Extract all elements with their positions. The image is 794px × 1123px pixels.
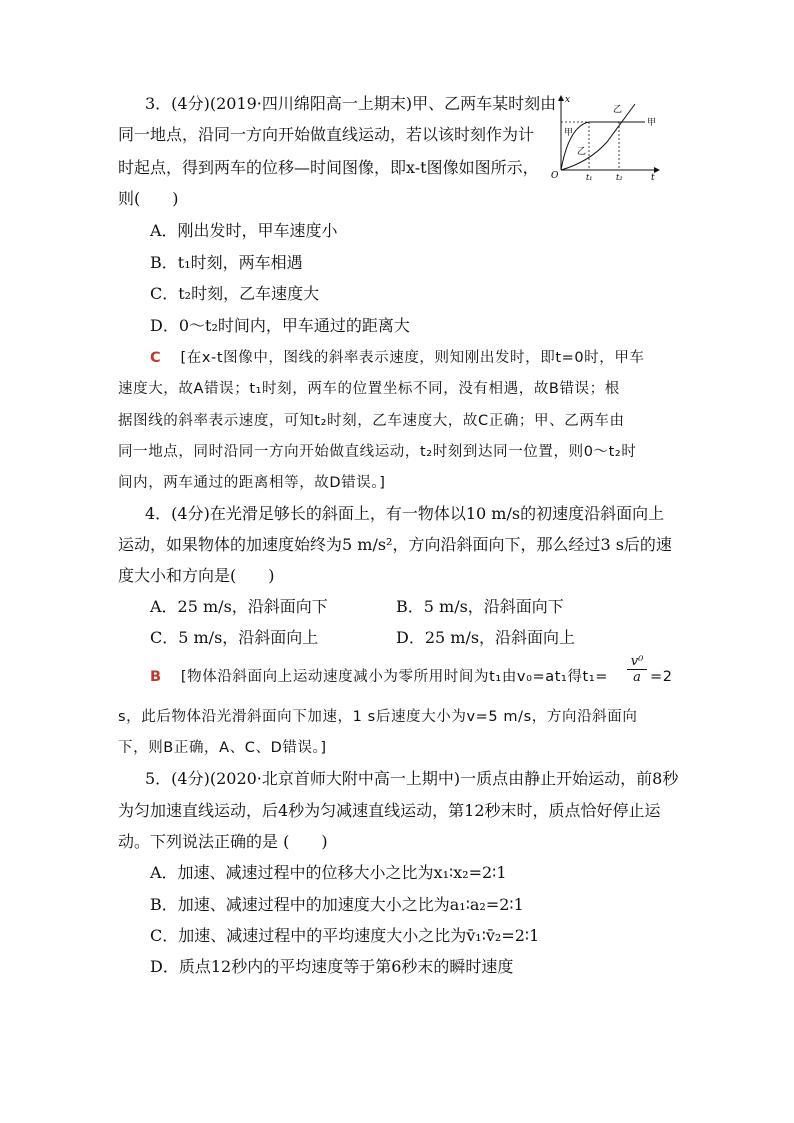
q3-explanation-2: 速度大，故A错误；t₁时刻，两车的位置坐标不同，没有相遇，故B错误；根 xyxy=(118,381,620,397)
curve-jia-label: 甲 xyxy=(647,118,657,128)
q3-explanation-3: 据图线的斜率表示速度，可知t₂时刻，乙车速度大，故C正确；甲、乙两车由 xyxy=(118,413,625,429)
origin-label: O xyxy=(551,171,559,181)
q3-line-4: 则( ) xyxy=(118,189,179,208)
q3-option-c: C．t₂时刻，乙车速度大 xyxy=(150,284,320,303)
q4-fraction xyxy=(627,654,647,685)
y-axis-label: x xyxy=(565,95,571,105)
curve-yi-left-label: 乙 xyxy=(577,147,587,157)
q3-explanation-4: 同一地点，同时沿同一方向开始做直线运动，t₂时刻到达同一位置，则0～t₂时 xyxy=(118,444,637,460)
q3-option-a: A．刚出发时，甲车速度小 xyxy=(150,221,338,240)
q5-line-2: 为匀加速直线运动，后4秒为匀减速直线运动，第12秒末时，质点恰好停止运 xyxy=(118,801,661,820)
q4-answer-letter: B xyxy=(150,669,162,685)
q4-option-b: B．5 m/s，沿斜面向下 xyxy=(396,597,564,616)
q4-explanation-2: s，此后物体沿光滑斜面向下加速，1 s后速度大小为v=5 m/s，方向沿斜面向 xyxy=(118,709,638,725)
q5-option-c: C．加速、减速过程中的平均速度大小之比为v̄₁∶v̄₂=2∶1 xyxy=(150,926,540,945)
q5-option-d: D．质点12秒内的平均速度等于第6秒末的瞬时速度 xyxy=(150,957,514,976)
q4-option-d: D．25 m/s，沿斜面向上 xyxy=(396,628,576,647)
q3-option-d: D．0～t₂时间内，甲车通过的距离大 xyxy=(150,316,410,335)
q3-answer-letter: C xyxy=(150,350,162,366)
fraction-result: =2 xyxy=(650,669,673,685)
q4-line-1: 4．(4分)在光滑足够长的斜面上，有一物体以10 m/s的初速度沿斜面向上 xyxy=(145,504,665,523)
q3-line-3: 时起点，得到两车的位移—时间图像，即x-t图像如图所示， xyxy=(118,158,539,177)
q5-line-1: 5．(4分)(2020·北京首师大附中高一上期中)一质点由静止开始运动，前8秒 xyxy=(145,769,679,788)
fraction-numerator: v⁰ xyxy=(627,654,647,670)
q5-option-b: B．加速、减速过程中的加速度大小之比为a₁∶a₂=2∶1 xyxy=(150,895,524,914)
q3-explanation-1: [在x-t图像中，图线的斜率表示速度，则知刚出发时，即t=0时，甲车 xyxy=(180,350,645,366)
fraction-denominator: a xyxy=(633,670,641,685)
q4-line-3: 度大小和方向是( ) xyxy=(118,566,275,585)
q4-option-a: A．25 m/s，沿斜面向下 xyxy=(150,597,328,616)
q3-option-b: B．t₁时刻，两车相遇 xyxy=(150,253,303,272)
q5-line-3: 动。下列说法正确的是 ( ) xyxy=(118,832,328,851)
q3-explanation-5: 间内，两车通过的距离相等，故D错误。] xyxy=(118,475,386,491)
curve-yi-label: 乙 xyxy=(613,105,623,115)
curve-jia-left-label: 甲 xyxy=(564,128,574,138)
q4-line-2: 运动，如果物体的加速度始终为5 m/s²，方向沿斜面向下，那么经过3 s后的速 xyxy=(118,535,672,554)
q4-explanation-3: 下，则B正确，A、C、D错误。] xyxy=(118,740,327,756)
xt-graph xyxy=(549,92,664,182)
q4-option-c: C．5 m/s，沿斜面向上 xyxy=(150,628,319,647)
q3-line-2: 同一地点，沿同一方向开始做直线运动，若以该时刻作为计 xyxy=(118,125,535,144)
t2-label: t₂ xyxy=(616,173,623,182)
q3-line-1: 3．(4分)(2019·四川绵阳高一上期末)甲、乙两车某时刻由 xyxy=(145,94,557,113)
q5-option-a: A．加速、减速过程中的位移大小之比为x₁∶x₂=2∶1 xyxy=(150,863,507,882)
q4-explanation-1: [物体沿斜面向上运动速度减小为零所用时间为t₁由v₀=at₁得t₁= xyxy=(180,669,609,685)
x-axis-label: t xyxy=(651,173,655,182)
t1-label: t₁ xyxy=(586,173,593,182)
